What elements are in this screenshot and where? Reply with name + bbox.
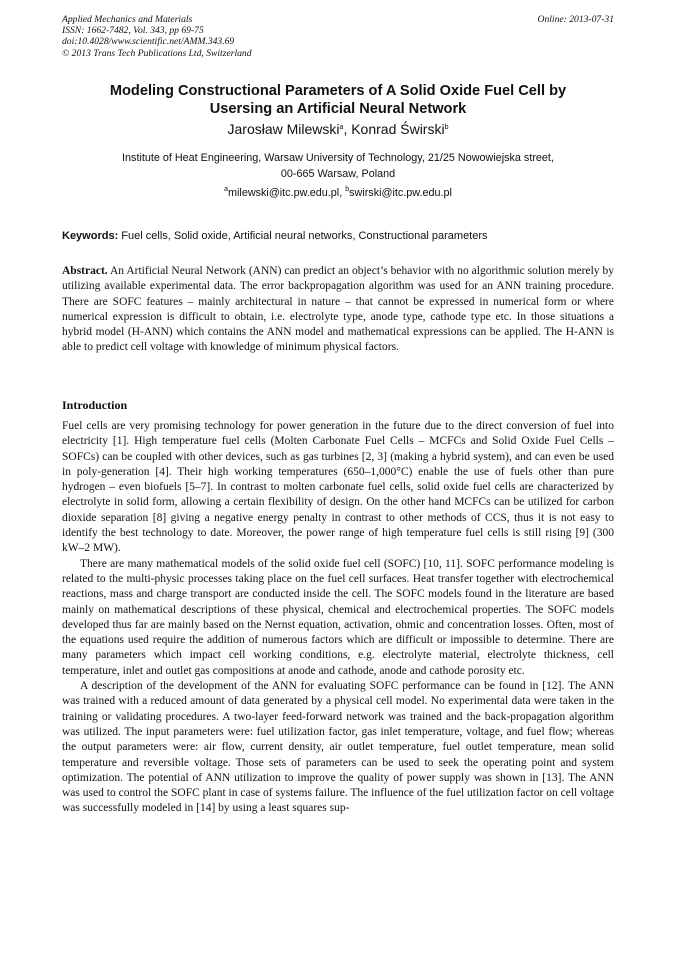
copyright-line: © 2013 Trans Tech Publications Ltd, Switzerland — [62, 47, 252, 59]
intro-paragraph-1: Fuel cells are very promising technology for power generation in the future due to the direct conversion of fuel into electricity [1]. High temperature fuel cells (Molten Carbonate Fuel Cells – MCFCs and Solid Oxide Fuel Cells – SOFCs) can be coupled with other devices, such as gas turbines [2, 3] (making a hybrid system), and can even be used in poly-generation [4]. Their high working temperatures (650–1,000°C) enable the use of fuels other than pure hydrogen – even biofuels [5–7]. In contrast to molten carbonate fuel cells, solid oxide fuel cells are characterized by electrolyte in solid form, allowing a certain flexibility of design. On the other hand MCFCs can be utilized for carbon dioxide separation [8] giving a negative energy penalty in contrast to other methods of CCS, thus it is not easy to identify the best technology to date. Moreover, the power range of high temperature fuel cells is still rising [9] (300 kW–2 MW). — [62, 420, 614, 555]
abstract — [62, 264, 614, 356]
author-emails — [62, 185, 614, 201]
author-2-name: Konrad Świrski — [351, 121, 445, 137]
keywords-label: Keywords: — [62, 230, 119, 242]
paper-title — [62, 82, 614, 118]
abstract-paragraph — [62, 264, 614, 356]
keywords-text: Fuel cells, Solid oxide, Artificial neural networks, Constructional parameters — [118, 230, 488, 242]
email-b: swirski@itc.pw.edu.pl — [349, 187, 452, 199]
affiliation — [62, 150, 614, 182]
title-line-1: Modeling Constructional Parameters of A Solid Oxide Fuel Cell by — [109, 83, 567, 99]
email-a-mark: a — [224, 186, 229, 193]
abstract-label: Abstract. — [62, 265, 108, 277]
email-a: milewski@itc.pw.edu.pl — [228, 187, 340, 199]
keywords — [62, 228, 614, 244]
author-2-mark: b — [444, 124, 449, 131]
author-1-mark: a — [339, 124, 344, 131]
introduction-body — [62, 419, 614, 817]
issn-line: ISSN: 1662-7482, Vol. 343, pp 69-75 — [62, 25, 204, 37]
author-1-name: Jarosław Milewski — [227, 121, 340, 137]
email-b-mark: b — [345, 186, 350, 193]
title-line-2: Usersing an Artificial Neural Network — [209, 101, 467, 117]
journal-header — [62, 14, 614, 59]
intro-paragraph-2: There are many mathematical models of the solid oxide fuel cell (SOFC) [10, 11]. SOFC performance modeling is related to the multi-physic processes taking place on the fuel cell surfaces. Heat transfer together with electrochemical reactions, mass and charge transport are conducted inside the cell. The SOFC models found in the literature are based mainly on mathematical descriptions of these physical, chemical and electrochemical properties. The SOFC models developed thus far are mainly based on the Nernst equation, activation, ohmic and concentration losses. Often, most of the equations used require the addition of numerous factors which are difficult or impossible to determine. There are many parameters which impact cell working conditions, e.g. electrolyte material, electrolyte thickness, cell temperature, inlet and outlet gas compositions at anode and cathode, anode and cathode porosity etc. — [62, 557, 614, 677]
online-date: Online: 2013-07-31 — [537, 14, 614, 25]
affiliation-line-1: Institute of Heat Engineering, Warsaw University of Technology, 21/25 Nowowiejska street, — [122, 152, 554, 164]
email-separator: , — [339, 187, 346, 199]
intro-paragraph-3: A description of the development of the ANN for evaluating SOFC performance can be found in [12]. The ANN was trained with a reduced amount of data generated by a physical cell model. No experimental data were taken in the training or validating procedures. A two-layer feed-forward network was trained and the back-propagation algorithm was utilized. The input parameters were: fuel utilization factor, gas inlet temperature, voltage, and fuel flow; whereas the output parameters were: air flow, current density, air outlet temperature, fuel outlet temperature, mean solid temperature and reversible voltage. Those sets of parameters can be used to seek the operating point and system optimization. The potential of ANN utilization to improve the quality of power supply was shown in [13]. The ANN was used to control the SOFC plant in case of systems failure. The influence of the fuel utilization factor on cell voltage was successfully modeled in [14] by using a least squares sup- — [62, 680, 614, 815]
author-separator: , — [343, 121, 352, 137]
doi-line: doi:10.4028/www.scientific.net/AMM.343.69 — [62, 36, 235, 48]
section-heading-introduction: Introduction — [62, 398, 128, 412]
affiliation-line-2: 00-665 Warsaw, Poland — [280, 168, 396, 180]
abstract-text: An Artificial Neural Network (ANN) can predict an object’s behavior with no algorithmic solution merely by utilizing available experimental data. The error backpropagation algorithm was used for an ANN training procedure. There are SOFC features – mainly architectural in nature – that cannot be expressed in numerical form or where numerical expression is difficult to obtain, i.e. electrolyte type, anode type, cathode type etc. In those situations a hybrid model (H-ANN) which contains the ANN model and mathematical expressions can be applied. The H-ANN is able to predict cell voltage with knowledge of minimum physical factors. — [62, 265, 614, 354]
journal-name: Applied Mechanics and Materials — [62, 14, 193, 25]
author-list — [62, 121, 614, 138]
